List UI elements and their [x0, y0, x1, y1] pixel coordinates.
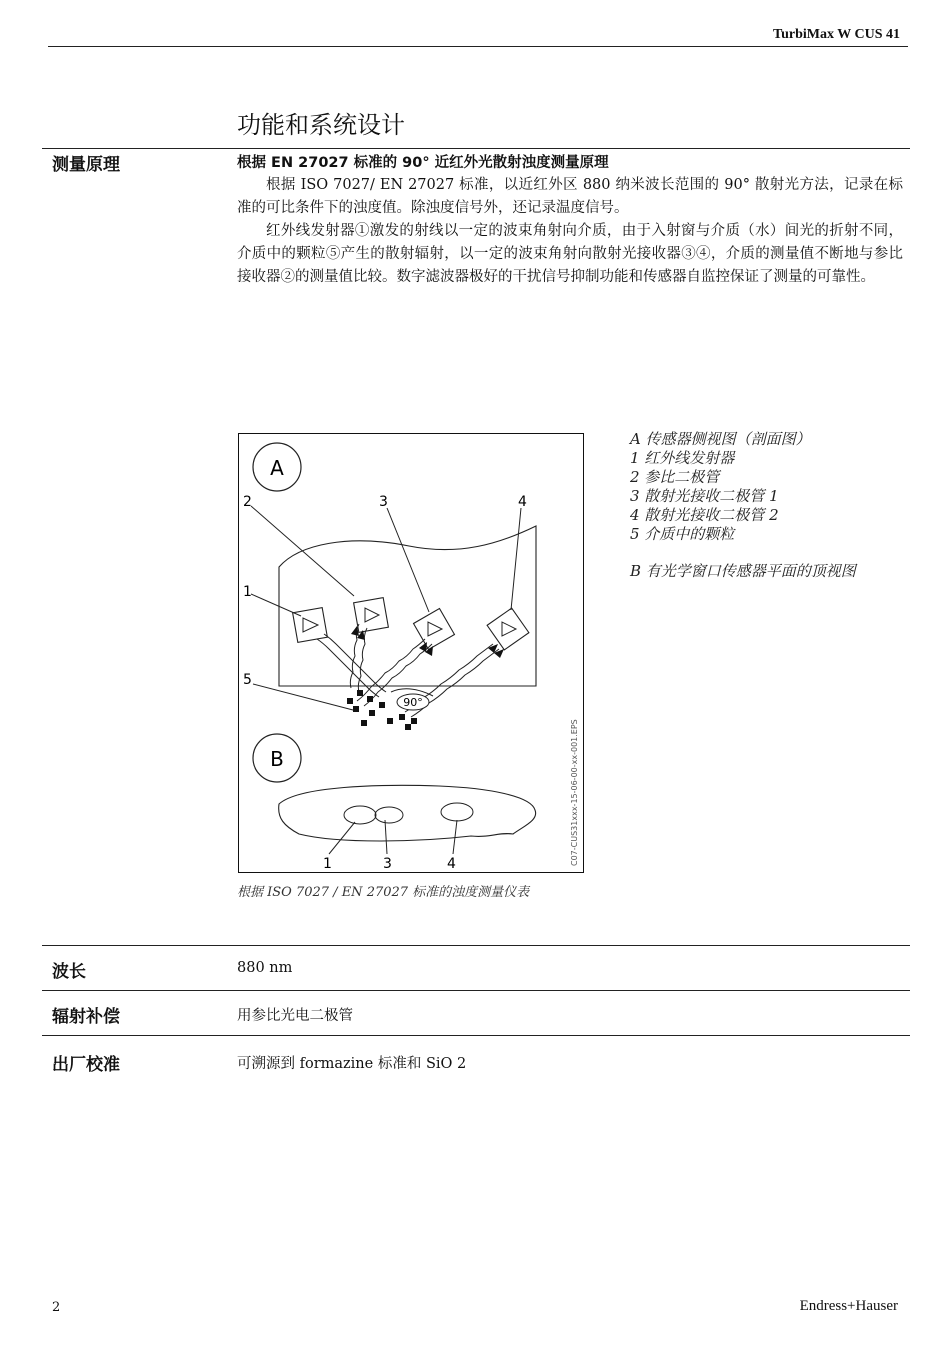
sensor-body-outline: [279, 526, 536, 686]
principle-paragraph: 红外线发射器①激发的射线以一定的波束角射向介质，由于入射窗与介质（水）间光的折射不同，介质中的颗粒⑤产生的散射辐射，以一定的波束角射向散射光接收器③④，介质的测量值不断地与参比接收器②的测量值比较。数字滤波器极好的干扰信号抑制功能和传感器自监控保证了测量的可靠性。: [237, 223, 903, 285]
legend-item: 5 介质中的颗粒: [630, 525, 735, 543]
reference-diode: [354, 598, 389, 633]
spec-label-compensation: 辐射补偿: [52, 1007, 120, 1027]
leader-line-1: [251, 594, 301, 616]
diagram-svg: [239, 434, 583, 872]
spec-value-compensation: 用参比光电二极管: [237, 1008, 353, 1024]
principle-heading: 根据 EN 27027 标准的 90° 近红外光散射浊度测量原理: [237, 155, 609, 171]
document-header-title: TurbiMax W CUS 41: [773, 27, 900, 42]
particle: [357, 690, 363, 696]
particle: [361, 720, 367, 726]
spec-rule: [42, 945, 910, 946]
measurement-diagram: [238, 433, 584, 873]
particle: [347, 698, 353, 704]
callout-b3: 3: [383, 856, 392, 872]
particle: [411, 718, 417, 724]
legend-item: 1 红外线发射器: [630, 449, 735, 467]
principle-text: [237, 174, 903, 289]
leader-line-4: [511, 508, 521, 610]
leader-line-5: [253, 684, 353, 710]
view-a-letter: A: [270, 456, 284, 480]
page-number: 2: [52, 1300, 61, 1315]
callout-4: 4: [518, 494, 527, 510]
particle: [405, 724, 411, 730]
callout-b1: 1: [323, 856, 332, 872]
callout-b4: 4: [447, 856, 456, 872]
brand-name: Endress+Hauser: [799, 1298, 898, 1314]
particle: [353, 706, 359, 712]
particle: [369, 710, 375, 716]
figure-code: C07-CUS31xxx-15-06-00-xx-001.EPS: [570, 719, 579, 866]
figure-caption: 根据 ISO 7027 / EN 27027 标准的浊度测量仪表: [237, 885, 530, 900]
legend-item: 4 散射光接收二极管 2: [630, 506, 779, 524]
particle: [379, 702, 385, 708]
angle-label: 90°: [403, 696, 423, 709]
leader-line-b1: [329, 822, 355, 854]
spec-value-calibration: 可溯源到 formazine 标准和 SiO 2: [237, 1056, 467, 1072]
callout-3: 3: [379, 494, 388, 510]
spec-value-wavelength: 880 nm: [237, 960, 293, 976]
window-receiver-2: [441, 803, 473, 821]
section-rule: [42, 148, 910, 149]
legend-item: B 有光学窗口传感器平面的顶视图: [630, 562, 856, 580]
spec-label-calibration: 出厂校准: [52, 1055, 120, 1075]
spec-label-wavelength: 波长: [52, 962, 86, 982]
particle: [387, 718, 393, 724]
arrow-head: [488, 644, 498, 653]
emitter-diode: [293, 608, 328, 643]
principle-label: 测量原理: [52, 155, 120, 175]
leader-line-3: [387, 508, 429, 612]
arrow-head: [494, 649, 504, 658]
callout-5: 5: [243, 672, 252, 688]
legend-item: A 传感器侧视图（剖面图）: [630, 430, 811, 448]
legend-item: 2 参比二极管: [630, 468, 720, 486]
legend-item: 3 散射光接收二极管 1: [630, 487, 779, 505]
leader-line-b3: [385, 820, 387, 854]
window-receiver-1: [375, 807, 403, 823]
header-rule: [48, 46, 908, 47]
spec-rule: [42, 990, 910, 991]
view-b-letter: B: [270, 747, 284, 771]
spec-rule: [42, 1035, 910, 1036]
callout-1: 1: [243, 584, 252, 600]
callout-2: 2: [243, 494, 252, 510]
sensor-plane-outline: [279, 785, 536, 841]
figure-legend: [630, 430, 856, 581]
receiver-diode-2: [487, 608, 529, 650]
section-title: 功能和系统设计: [237, 111, 405, 139]
window-emitter: [344, 806, 376, 824]
principle-paragraph: 根据 ISO 7027/ EN 27027 标准，以近红外区 880 纳米波长范围的 90° 散射光方法，记录在标准的可比条件下的浊度值。除浊度信号外，还记录温度信号。: [237, 177, 903, 216]
particle: [367, 696, 373, 702]
particle: [399, 714, 405, 720]
leader-line-2: [251, 506, 354, 596]
emitter-beam: [324, 634, 386, 692]
